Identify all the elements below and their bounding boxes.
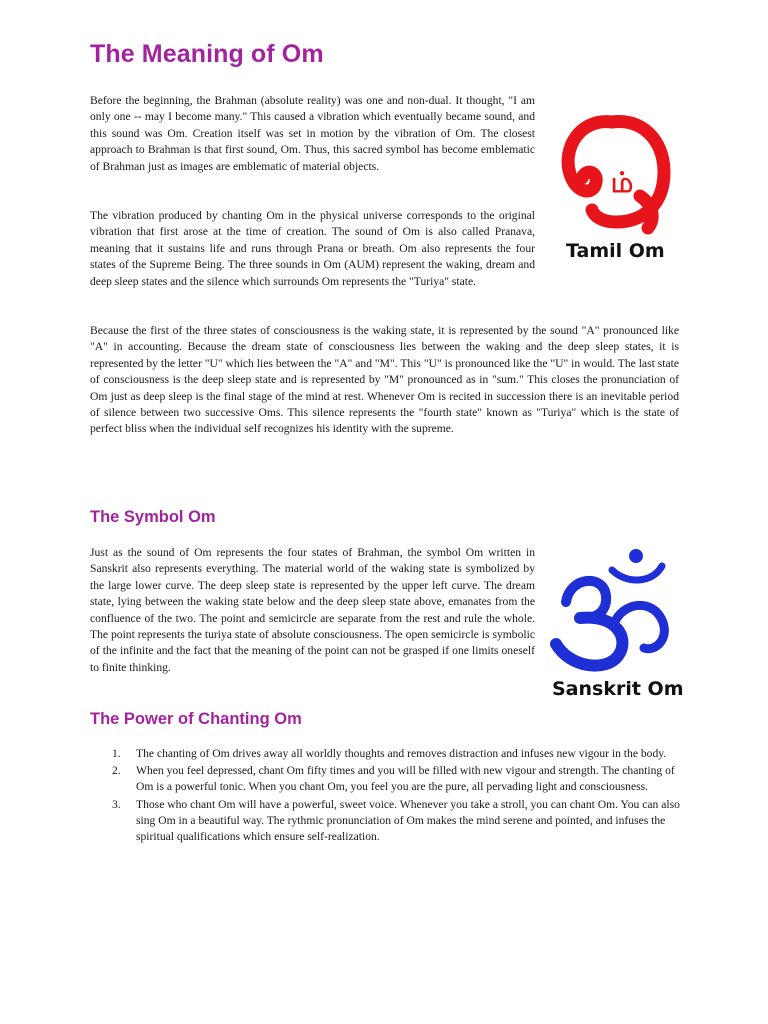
list-item-number: 2. bbox=[112, 764, 121, 778]
symbol-paragraph: Just as the sound of Om represents the four states of Brahman, the symbol Om written in Sanskrit also represents everything. The material world of the waking state is symbolized by the large lower curve. The deep sleep state is represented by the upper left curve. The dream state, lying between the waking state below and the deep sleep state above, emanates from the confluence of the two. The point and semicircle are separate from the rest and rule the whole. The point represents the turiya state of absolute consciousness. The open semicircle is symbolic of the infinite and the fact that the meaning of the point can not be grasped if one limits oneself to finite thinking. bbox=[90, 546, 535, 674]
sanskrit-om-icon bbox=[548, 540, 688, 675]
list-item-number: 3. bbox=[112, 797, 121, 811]
page-title: The Meaning of Om bbox=[90, 40, 324, 68]
intro-paragraph-3: Because the first of the three states of consciousness is the waking state, it is represented by the sound "A" pronounced like "A" in accounting. Because the dream state of consciousness lies between the waking and the deep sleep states, it is represented by the letter "U" which lies between the "A" and "M". This "U" is pronounced like the "U" in would. The last state of consciousness is the deep sleep state and is represented by "M" pronounced as in "sum." This closes the pronunciation of Om just as deep sleep is the final stage of the mind at rest. Whenever Om is recited in succession there is an inevitable period of silence between two successive Oms. This silence represents the "fourth state" known as "Turiya" which is the state of perfect bliss when the individual self recognizes his identity with the supreme. bbox=[90, 324, 679, 436]
power-list bbox=[90, 746, 680, 846]
tamil-om-figure bbox=[552, 100, 682, 270]
list-item-text: When you feel depressed, chant Om fifty times and you will be filled with new vigour and strength. The chanting of Om is a powerful tonic. When you chant Om, you feel you are the pure, all pervading light and consciousness. bbox=[136, 764, 675, 794]
symbol-heading: The Symbol Om bbox=[90, 508, 216, 526]
tamil-om-icon bbox=[552, 100, 682, 235]
power-heading: The Power of Chanting Om bbox=[90, 710, 302, 728]
list-item-number: 1. bbox=[112, 747, 121, 760]
tamil-om-caption: Tamil Om bbox=[566, 240, 665, 262]
list-item-text: Those who chant Om will have a powerful, sweet voice. Whenever you take a stroll, you can chant Om. You can also sing Om in a beautiful way. The rythmic pronunciation of Om makes the mind serene and pointed, and infuses the spiritual qualifications which ensure self-realization. bbox=[136, 797, 680, 844]
sanskrit-om-caption: Sanskrit Om bbox=[552, 678, 684, 700]
tamil-om-glyph: ம் bbox=[610, 166, 634, 199]
list-item bbox=[90, 746, 680, 762]
list-item-text: The chanting of Om drives away all worldly thoughts and removes distraction and infuses new vigour in the body. bbox=[136, 747, 667, 760]
list-item bbox=[90, 797, 680, 846]
list-item bbox=[90, 763, 680, 795]
intro-paragraph-1: Before the beginning, the Brahman (absolute reality) was one and non-dual. It thought, "I am only one -- may I become many." This caused a vibration which eventually became sound, and this sound was Om. Creation itself was set in motion by the vibration of Om. The closest approach to Brahman is that first sound, Om. Thus, this sacred symbol has become emblematic of Brahman just as images are emblematic of material objects. bbox=[90, 94, 535, 173]
intro-paragraph-2: The vibration produced by chanting Om in the physical universe corresponds to the original vibration that first arose at the time of creation. The sound of Om is also called Pranava, meaning that it sustains life and runs through Prana or breath. Om also represents the four states of the Supreme Being. The three sounds in Om (AUM) represent the waking, dream and deep sleep states and the silence which surrounds Om represents the "Turiya" state. bbox=[90, 209, 535, 288]
sanskrit-om-figure bbox=[548, 540, 688, 710]
